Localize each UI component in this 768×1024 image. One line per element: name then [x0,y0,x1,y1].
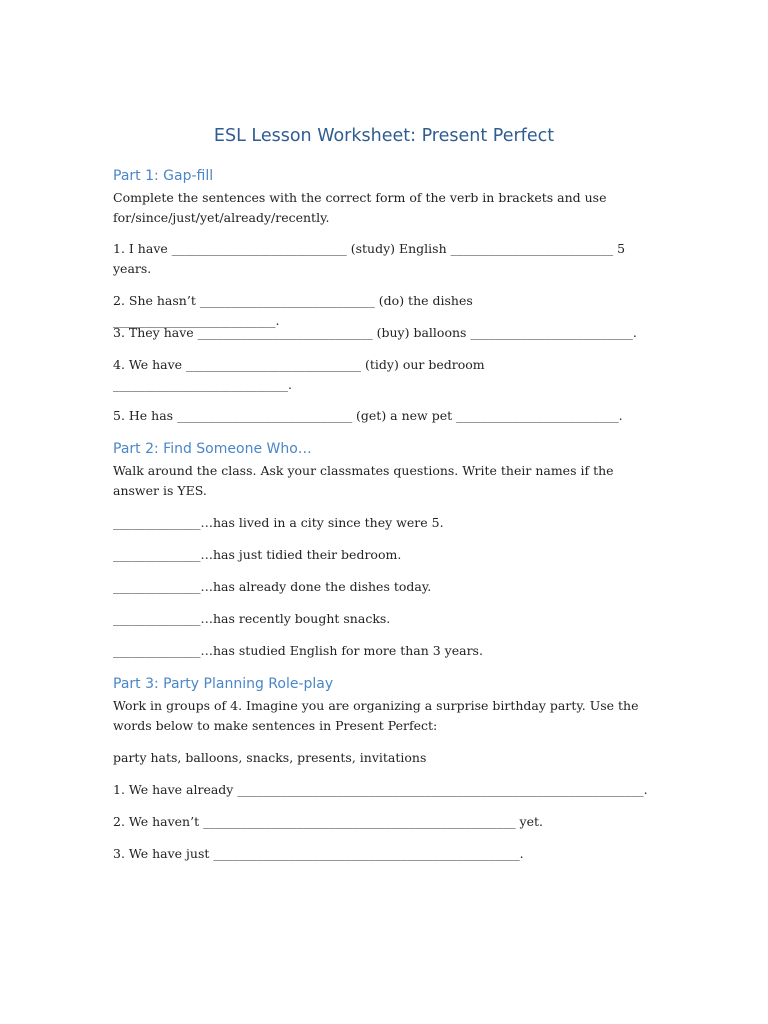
part2-item-1: ______________…has lived in a city since they were 5. [113,515,444,530]
part1-item-4: 4. We have ____________________________ (tidy) our bedroom ____________________________. [113,357,489,392]
part1-instructions: Complete the sentences with the correct form of the verb in brackets and use for/since/just/yet/already/recently. [113,190,611,225]
part3-item-3: 3. We have just _________________________________________________. [113,846,524,861]
part1-item-1: 1. I have ____________________________ (study) English __________________________ 5 years. [113,241,630,276]
part3-heading: Part 3: Party Planning Role-play [113,676,334,692]
worksheet-title: ESL Lesson Worksheet: Present Perfect [213,126,555,146]
part1-heading: Part 1: Gap-fill [113,168,214,184]
part2-instructions: Walk around the class. Ask your classmates questions. Write their names if the answer is YES. [113,463,618,498]
part3-item-1: 1. We have already _________________________________________________________________. [113,782,648,797]
part1-item-3: 3. They have ____________________________ (buy) balloons __________________________. [113,325,637,340]
part2-item-3: ______________…has already done the dishes today. [113,579,432,594]
part3-item-2: 2. We haven’t __________________________________________________ yet. [113,814,544,829]
part3-instructions: Work in groups of 4. Imagine you are organizing a surprise birthday party. Use the words below to make sentences in Present Perfect: [113,698,643,733]
part1-item-5: 5. He has ____________________________ (get) a new pet __________________________. [113,408,623,423]
part2-item-4: ______________…has recently bought snacks. [113,611,391,626]
part3-words: party hats, balloons, snacks, presents, invitations [113,750,427,765]
part2-heading: Part 2: Find Someone Who… [113,441,312,457]
part2-item-5: ______________…has studied English for more than 3 years. [113,643,483,658]
part1-item-2: 2. She hasn’t ____________________________ (do) the dishes __________________________. [113,293,477,328]
part2-item-2: ______________…has just tidied their bedroom. [113,547,402,562]
